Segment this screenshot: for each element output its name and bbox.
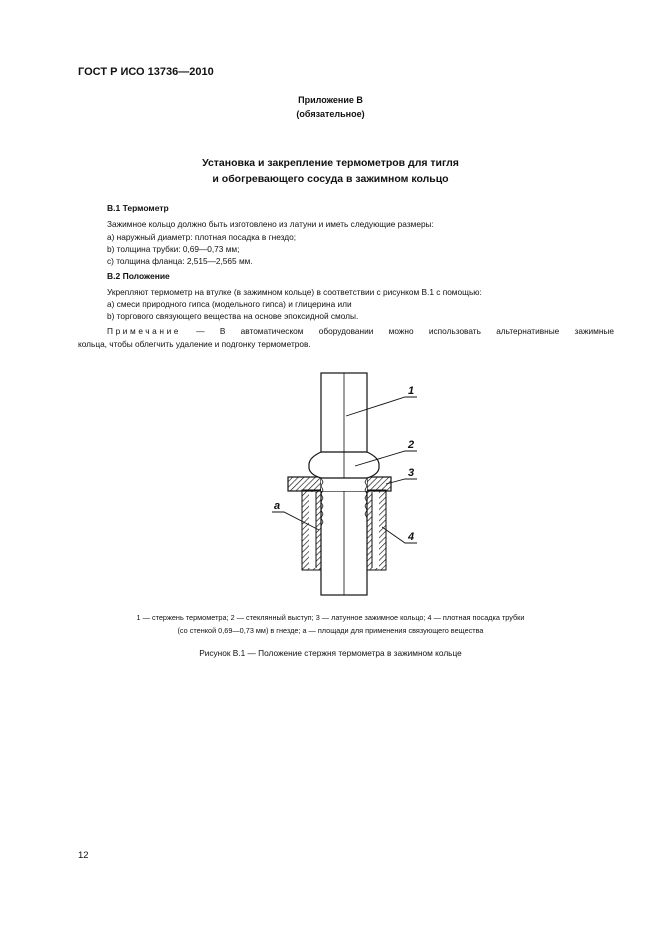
callout-1: 1	[408, 385, 415, 397]
appendix-title-line-1: Установка и закрепление термометров для тигля	[202, 157, 459, 169]
section-b1-text: Зажимное кольцо должно быть изготовлено из латуни и иметь следующие размеры:	[107, 219, 434, 229]
page-number: 12	[78, 850, 89, 861]
note-line-2: кольца, чтобы облегчить удаление и подгонку термометров.	[78, 339, 311, 349]
callout-2: 2	[408, 439, 415, 451]
note-text: — В автоматическом оборудовании можно использовать альтернативные зажимные	[181, 326, 614, 336]
section-b2-text: Укрепляют термометр на втулке (в зажимном кольце) в соответствии с рисунком В.1 с помощью:	[107, 287, 482, 297]
section-b2-item-a: a) смеси природного гипса (модельного гипса) и глицерина или	[107, 299, 352, 309]
figure-legend-line-1: 1 — стержень термометра; 2 — стеклянный выступ; 3 — латунное зажимное кольцо; 4 — плотная посадка трубки	[136, 613, 525, 622]
note-lead: Примечание	[107, 326, 182, 336]
flange-opening	[321, 477, 367, 491]
callout-4: 4	[408, 531, 415, 543]
appendix-title-line-2: и обогревающего сосуда в зажимном кольцо	[212, 173, 449, 185]
figure-legend-line-2: (со стенкой 0,69—0,73 мм) в гнезде; a — площади для применения связующего вещества	[177, 626, 484, 635]
sleeve-left-inner	[309, 492, 316, 568]
section-b1-item-c: c) толщина фланца: 2,515—2,565 мм.	[107, 256, 253, 266]
sleeve-right-inner	[372, 492, 379, 568]
appendix-status: (обязательное)	[296, 109, 365, 119]
callout-a: a	[274, 500, 281, 512]
section-heading-b1: В.1 Термометр	[107, 203, 169, 213]
appendix-label: Приложение В	[298, 95, 363, 105]
section-b2-item-b: b) торгового связующего вещества на основе эпоксидной смолы.	[107, 311, 359, 321]
section-b1-item-b: b) толщина трубки: 0,69—0,73 мм;	[107, 244, 240, 254]
callout-3: 3	[408, 467, 415, 479]
section-heading-b2: В.2 Положение	[107, 271, 170, 281]
document-header: ГОСТ Р ИСО 13736—2010	[78, 66, 214, 78]
figure-caption: Рисунок В.1 — Положение стержня термометра в зажимном кольце	[199, 648, 462, 658]
section-b1-item-a: a) наружный диаметр: плотная посадка в гнездо;	[107, 232, 297, 242]
